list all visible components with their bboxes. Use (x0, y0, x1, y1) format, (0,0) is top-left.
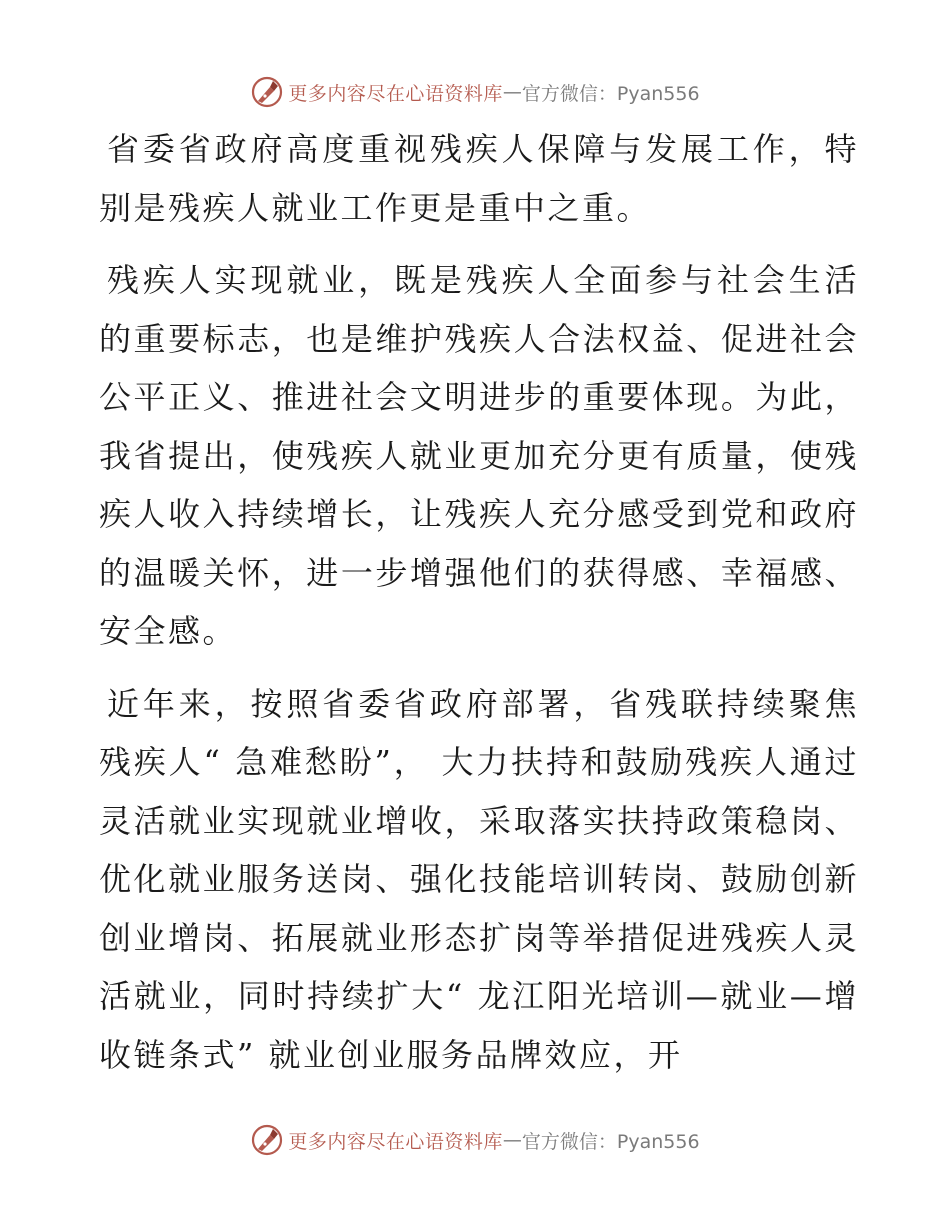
paragraph-3: 近年来，按照省委省政府部署，省残联持续聚焦残疾人“ 急难愁盼”， 大力扶持和鼓励残疾人通过灵活就业实现就业增收，采取落实扶持政策稳岗、优化就业服务送岗、强化技能培训转岗、鼓励创新创业增岗、拓展就业形态扩岗等举措促进残疾人灵活就业，同时持续扩大“ 龙江阳光培训—就业—增收链条式” 就业创业服务品牌效应，开 (99, 684, 859, 1074)
banner-separator: — (502, 1129, 522, 1151)
banner-separator: — (502, 81, 522, 103)
banner-text: 更多内容尽在心语资料库 (288, 1130, 503, 1153)
footer-banner (0, 1120, 950, 1160)
pen-nib-logo-icon (250, 75, 284, 109)
paragraph-1: 省委省政府高度重视残疾人保障与发展工作，特别是残疾人就业工作更是重中之重。 (99, 130, 859, 227)
document-body (99, 120, 859, 1098)
pen-nib-logo-icon (250, 1123, 284, 1157)
banner-wechat: 官方微信：Pyan556 (521, 1130, 700, 1153)
paragraph-2: 残疾人实现就业，既是残疾人全面参与社会生活的重要标志，也是维护残疾人合法权益、促进社会公平正义、推进社会文明进步的重要体现。为此，我省提出，使残疾人就业更加充分更有质量，使残疾人收入持续增长，让残疾人充分感受到党和政府的温暖关怀，进一步增强他们的获得感、幸福感、安全感。 (99, 261, 859, 650)
header-banner (0, 72, 950, 112)
banner-wechat: 官方微信：Pyan556 (521, 82, 700, 105)
banner-text: 更多内容尽在心语资料库 (288, 82, 503, 105)
